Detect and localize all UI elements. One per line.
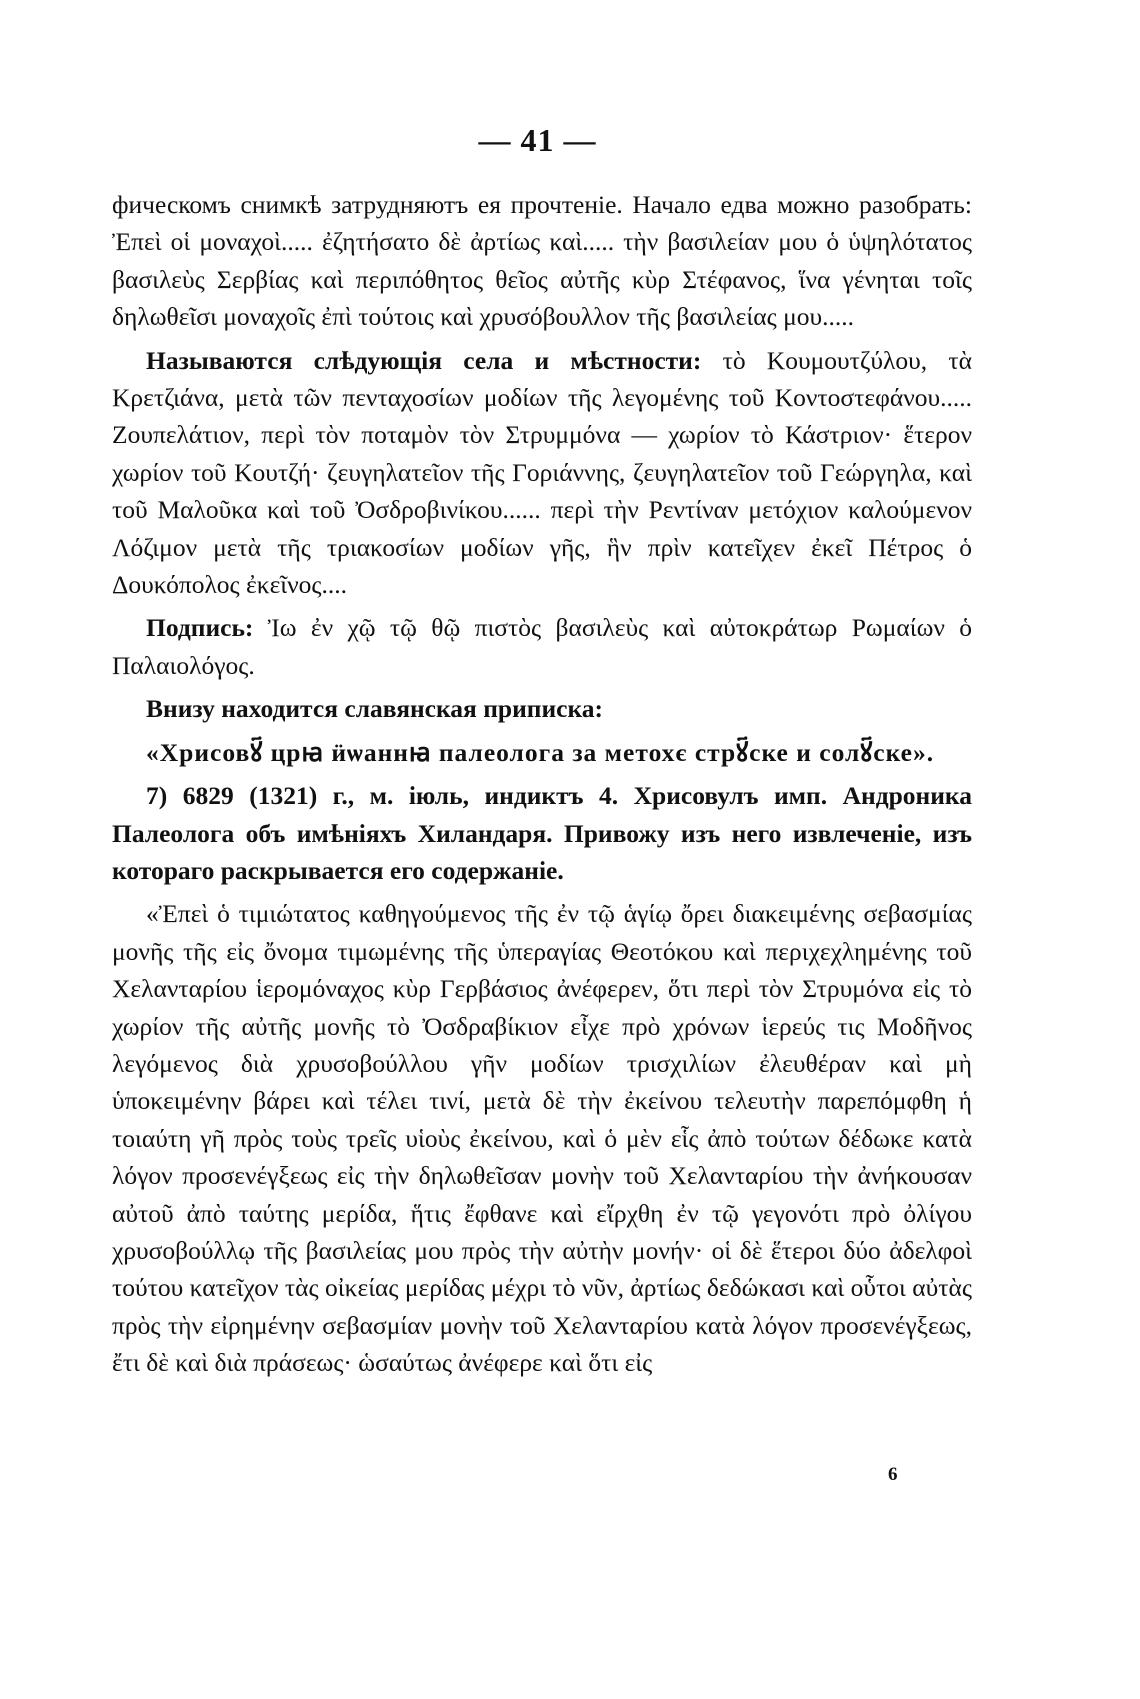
paragraph-7-greek-extract: «Ἐπεὶ ὁ τιμιώτατος καθηγούμενος τῆς ἐν τῷ ἁγίῳ ὄρει διακειμένης σεβασμίας μονῆς τῆς εἰς ὄνομα τιμωμένης τῆς ὑπεραγίας Θεοτόκου καὶ περιχεχλημένης τοῦ Χελανταρίου ἱερομόναχος κὺρ Γερβάσιος ἀνέφερεν, ὅτι περὶ τὸν Στρυμόνα εἰς τὸ χωρίον τῆς αὐτῆς μονῆς τὸ Ὀσδραβίκιον εἶχε πρὸ χρόνων ἱερεύς τις Μοδῆνος λεγόμενος διὰ χρυσοβούλλου γῆν μοδίων τρισχιλίων ἐλευθέραν καὶ μὴ ὑποκειμένην βάρει καὶ τέλει τινί, μετὰ δὲ τὴν ἐκείνου τελευτὴν παρεπόμφθη ἡ τοιαύτη γῆ πρὸς τοὺς τρεῖς υἱοὺς ἐκείνου, καὶ ὁ μὲν εἷς ἀπὸ τούτων δέδωκε κατὰ λόγον προσενέγξεως εἰς τὴν δηλωθεῖσαν μονὴν τοῦ Χελανταρίου τὴν ἀνήκουσαν αὐτοῦ ἀπὸ ταύτης μερίδα, ἥτις ἔφθανε καὶ εἴρχθη ἐν τῷ γεγονότι πρὸ ὀλίγου χρυσοβούλλῳ τῆς βασιλείας μου πρὸς τὴν αὐτὴν μονήν· οἱ δὲ ἕτεροι δύο ἀδελφοὶ τούτου κατεῖχον τὰς οἰκείας μερίδας μέχρι τὸ νῦν, ἀρτίως δεδώκασι καὶ οὗτοι αὐτὰς πρὸς τὴν εἰρημένην σεβασμίαν μονὴν τοῦ Χελανταρίου κατὰ λόγον προσενέγξεως, ἔτι δὲ καὶ διὰ πράσεως· ὡσαύτως ἀνέφερε καὶ ὅτι εἰς xyxy=(112,899,972,1378)
printer-signature-mark: 6 xyxy=(888,1464,898,1485)
paragraph-3-lead: Подпись: xyxy=(146,613,254,643)
text-column xyxy=(112,186,972,1388)
paragraph-5-slavonic-note: «Хрисовꙋ҃ црꙗ ӥѡаннꙗ палеолога за метохє стрꙋ҃ске и солꙋ҃ске». xyxy=(146,737,935,767)
paragraph-6-chrysobull-heading: 7) 6829 (1321) г., м. іюль, индиктъ 4. Хрисовулъ имп. Андроника Палеолога объ имѣніяхъ Хиландаря. Привожу изъ него извлеченіе, изъ котораго раскрывается его содержаніе. xyxy=(112,781,972,885)
paragraph-4: Внизу находится славянская приписка: xyxy=(146,694,604,724)
paragraph-1: фическомъ снимкѣ затрудняютъ ея прочтеніе. Начало едва можно разобрать: Ἐπεὶ οἱ μοναχοὶ..... ἐζητήσατο δὲ ἀρτίως καὶ..... τὴν βασιλείαν μου ὁ ὑψηλότατος βασιλεὺς Σερβίας καὶ περιπόθητος θεῖος αὐτῆς κὺρ Στέφανος, ἵνα γένηται τοῖς δηλωθεῖσι μοναχοῖς ἐπὶ τούτοις καὶ χρυσόβουλλον τῆς βασιλείας μου..... xyxy=(112,190,972,332)
paragraph-2-body: τὸ Κουμουτζύλου, τὰ Κρετζιάνα, μετὰ τῶν πενταχοσίων μοδίων τῆς λεγομένης τοῦ Κοντοστεφάνου..... Ζουπελάτιον, περὶ τὸν ποταμὸν τὸν Στρυμμόνα — χωρίον τὸ Κάστριον· ἕτερον χωρίον τοῦ Κουτζή· ζευγηλατεῖον τῆς Γοριάννης, ζευγηλατεῖον τοῦ Γεώργηλα, καὶ τοῦ Μαλοῦκα καὶ τοῦ Ὀσδροβινίκου...... περὶ τὴν Ρεντίναν μετόχιον καλούμενον Λόζιμον μετὰ τῆς τριακοσίων μοδίων γῆς, ἣν πρὶν κατεῖχεν ἐκεῖ Πέτρος ὁ Δουκόπολος ἐκεῖνος.... xyxy=(112,345,972,600)
paragraph-2-lead: Называются слѣдующія села и мѣстности: xyxy=(146,345,702,375)
paragraph-2 xyxy=(112,342,972,604)
page-number: — 41 — xyxy=(478,122,597,158)
paragraph-3-body: Ἰω ἐν χῷ τῷ θῷ πιστὸς βασιλεὺς καὶ αὐτοκράτωρ Ρωμαίων ὁ Παλαιολόγος. xyxy=(112,613,972,680)
paragraph-3 xyxy=(112,609,972,684)
